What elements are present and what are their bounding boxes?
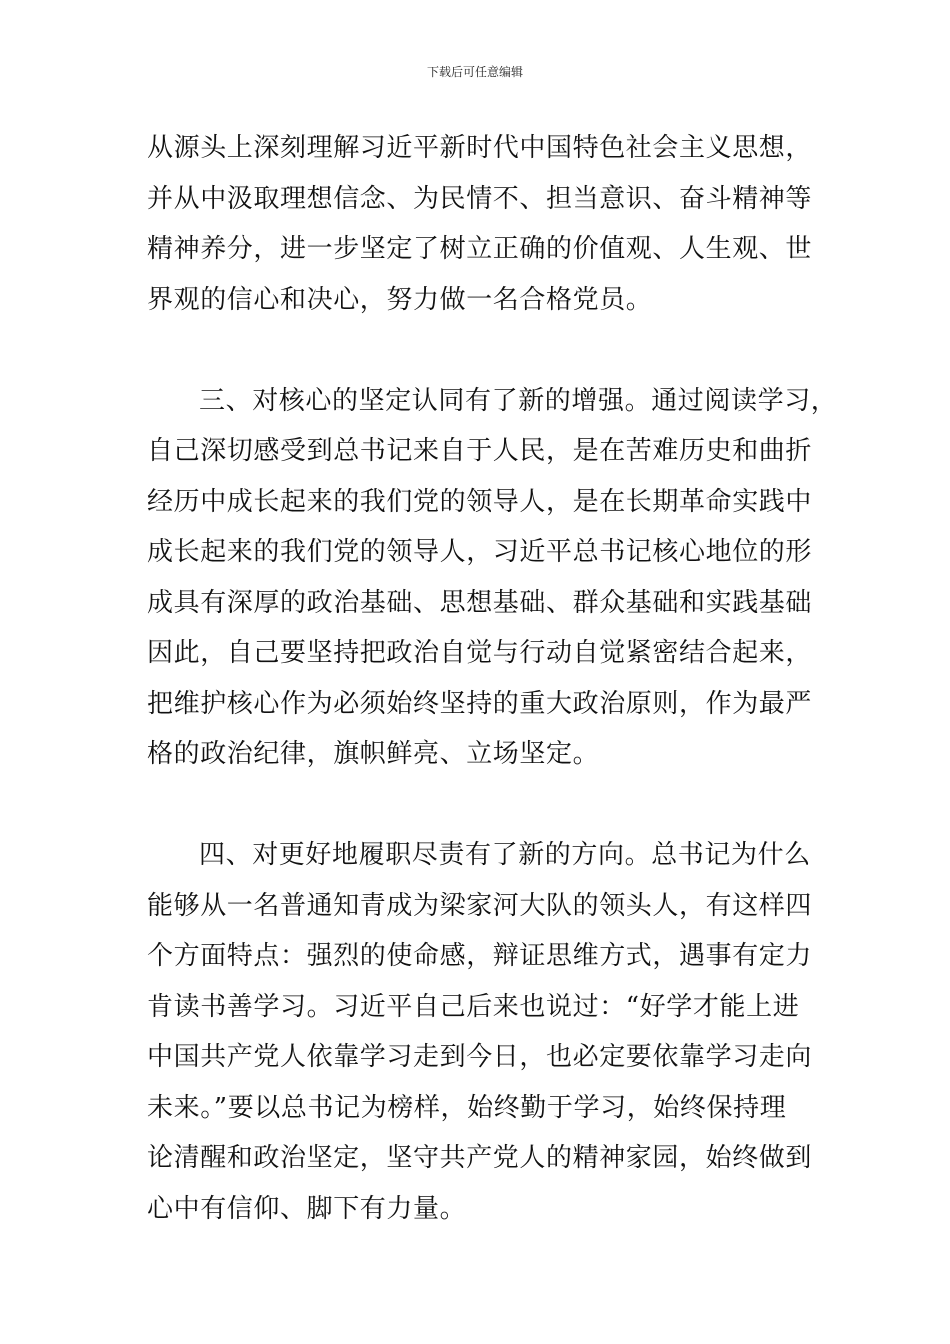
text-line: 成长起来的我们党的领导人，习近平总书记核心地位的形 bbox=[147, 537, 813, 567]
text-line: 界观的信心和决心，努力做一名合格党员。 bbox=[147, 284, 653, 315]
paragraph-section-three bbox=[147, 381, 838, 785]
text-line: 因此，自己要坚持把政治自觉与行动自觉紧密结合起来， bbox=[147, 638, 813, 668]
page-header-note: 下载后可任意编辑 bbox=[426, 65, 523, 79]
text-line: 从源头上深刻理解习近平新时代中国特色社会主义思想， bbox=[147, 133, 813, 163]
text-line: 把维护核心作为必须始终坚持的重大政治原则，作为最严 bbox=[147, 688, 813, 719]
text-line: 格的政治纪律，旗帜鲜亮、立场坚定。 bbox=[147, 739, 600, 769]
text-line: 经历中成长起来的我们党的领导人，是在长期革命实践中 bbox=[147, 486, 813, 517]
paragraph-continuation bbox=[147, 128, 827, 330]
text-line: 论清醒和政治坚定，坚守共产党人的精神家园，始终做到 bbox=[147, 1143, 813, 1173]
document-body bbox=[147, 128, 838, 1239]
text-line: 能够从一名普通知青成为梁家河大队的领头人，有这样四 bbox=[147, 890, 813, 921]
text-line: 个方面特点：强烈的使命感，辩证思维方式，遇事有定力 bbox=[147, 941, 813, 971]
text-line: 成具有深厚的政治基础、思想基础、群众基础和实践基础 bbox=[147, 587, 813, 618]
text-line: 自己深切感受到总书记来自于人民，是在苦难历史和曲折 bbox=[147, 436, 813, 466]
text-line: 并从中汲取理想信念、为民情不、担当意识、奋斗精神等 bbox=[147, 183, 813, 214]
text-line: 中国共产党人依靠学习走到今日，也必定要依靠学习走向 bbox=[147, 1042, 813, 1072]
text-line: 肯读书善学习。习近平自己后来也说过：“好学才能上进 bbox=[147, 991, 800, 1022]
paragraph-spacer bbox=[147, 330, 827, 381]
text-line: 四、对更好地履职尽责有了新的方向。总书记为什么 bbox=[199, 840, 811, 870]
text-line: 三、对核心的坚定认同有了新的增强。通过阅读学习， bbox=[199, 385, 838, 416]
text-line: 心中有信仰、脚下有力量。 bbox=[147, 1193, 467, 1224]
paragraph-spacer bbox=[147, 785, 827, 836]
paragraph-section-four bbox=[147, 835, 827, 1239]
text-line: 精神养分，进一步坚定了树立正确的价值观、人生观、世 bbox=[147, 234, 813, 264]
text-line: 未来。”要以总书记为榜样，始终勤于学习，始终保持理 bbox=[147, 1092, 787, 1123]
